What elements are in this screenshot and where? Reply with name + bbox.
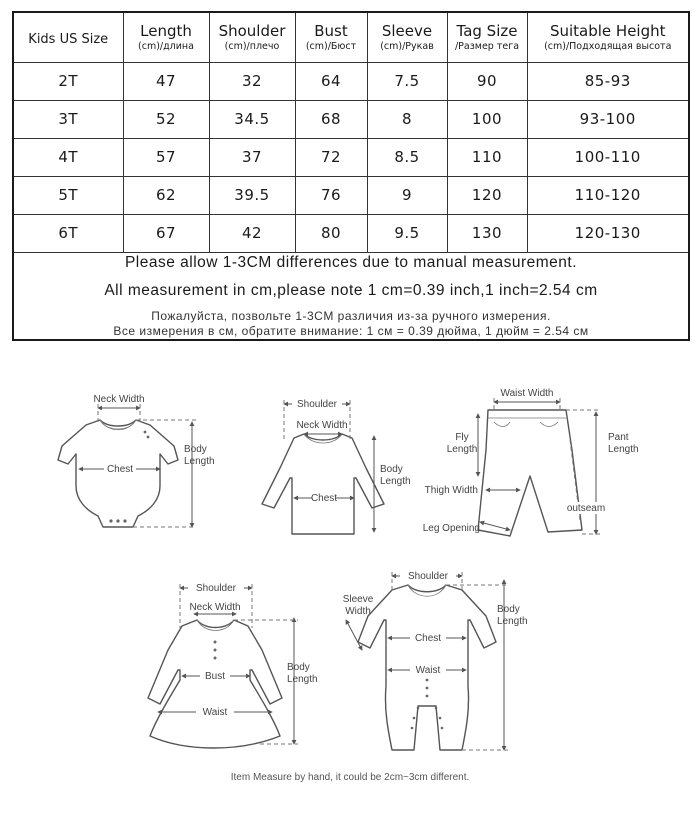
header-suitable-height: Suitable Height (cm)/Подходящая высота	[527, 12, 689, 62]
measurement-notes	[13, 252, 689, 340]
romper-body-length-label: Body	[497, 604, 520, 615]
cell-length: 47	[123, 62, 209, 100]
table-row	[13, 214, 689, 252]
note-en-line-1: Please allow 1-3CM differences due to manual measurement.	[124, 253, 578, 271]
cell-suitable-height: 120-130	[527, 214, 689, 252]
cell-shoulder: 39.5	[209, 176, 295, 214]
tshirt-diagram	[262, 398, 411, 534]
romper-sleeve-label: Sleeve	[342, 594, 374, 605]
cell-length: 52	[123, 100, 209, 138]
diagram-canvas	[0, 380, 700, 800]
dress-neck-label: Neck Width	[189, 602, 241, 613]
pants-fly-label-2: Length	[446, 444, 478, 455]
pants-pant-length-label: Pant	[608, 432, 629, 443]
cell-sleeve: 8	[367, 100, 447, 138]
header-sleeve: Sleeve (cm)/Рукав	[367, 12, 447, 62]
note-en-line-2: All measurement in cm,please note 1 cm=0.39 inch,1 inch=2.54 cm	[104, 281, 598, 299]
header-row	[13, 12, 689, 62]
dress-shoulder-label: Shoulder	[195, 583, 237, 594]
cell-suitable-height: 100-110	[527, 138, 689, 176]
cell-sleeve: 8.5	[367, 138, 447, 176]
cell-tag-size: 130	[447, 214, 527, 252]
cell-shoulder: 32	[209, 62, 295, 100]
dress-bust-label: Bust	[204, 671, 226, 682]
pants-waist-label: Waist Width	[500, 388, 554, 399]
cell-bust: 72	[295, 138, 367, 176]
cell-suitable-height: 93-100	[527, 100, 689, 138]
dress-body-length-label: Body	[287, 662, 310, 673]
pants-outline	[478, 410, 582, 536]
pants-leg-opening-label: Leg Opening	[422, 523, 480, 534]
table-row	[13, 62, 689, 100]
table-row	[13, 100, 689, 138]
bodysuit-neck-label: Neck Width	[93, 394, 145, 405]
cell-shoulder: 42	[209, 214, 295, 252]
cell-bust: 68	[295, 100, 367, 138]
header-tag-size: Tag Size /Размер тега	[447, 12, 527, 62]
romper-sleeve-label-2: Width	[345, 606, 371, 617]
cell-size: 5T	[13, 176, 123, 214]
cell-bust: 76	[295, 176, 367, 214]
romper-body-length-label-2: Length	[497, 616, 528, 627]
cell-length: 67	[123, 214, 209, 252]
note-ru-line-1: Пожалуйста, позвольте 1-3CM различия из-за ручного измерения.	[151, 308, 551, 323]
cell-size: 4T	[13, 138, 123, 176]
cell-sleeve: 9.5	[367, 214, 447, 252]
romper-diagram	[343, 570, 528, 750]
cell-tag-size: 90	[447, 62, 527, 100]
size-chart-table	[12, 11, 690, 341]
pants-pant-length-label-2: Length	[608, 444, 639, 455]
pants-diagram	[423, 388, 639, 536]
dress-body-length-label-2: Length	[287, 674, 318, 685]
dress-diagram	[148, 582, 318, 748]
cell-suitable-height: 85-93	[527, 62, 689, 100]
header-shoulder: Shoulder (cm)/плечо	[209, 12, 295, 62]
notes-row	[13, 252, 689, 340]
header-length: Length (cm)/длина	[123, 12, 209, 62]
cell-size: 3T	[13, 100, 123, 138]
cell-tag-size: 110	[447, 138, 527, 176]
note-ru-line-2: Все измерения в см, обратите внимание: 1 см = 0.39 дюйма, 1 дюйм = 2.54 см	[113, 323, 589, 338]
cell-length: 57	[123, 138, 209, 176]
cell-suitable-height: 110-120	[527, 176, 689, 214]
tshirt-body-length-label-2: Length	[380, 476, 411, 487]
cell-length: 62	[123, 176, 209, 214]
bodysuit-body-length-label: Body	[184, 444, 207, 455]
cell-shoulder: 37	[209, 138, 295, 176]
dress-outline	[148, 620, 282, 748]
pants-outseam-label: outseam	[566, 503, 606, 514]
romper-waist-label: Waist	[415, 665, 441, 676]
cell-size: 2T	[13, 62, 123, 100]
tshirt-chest-label: Chest	[310, 493, 338, 504]
table-row	[13, 138, 689, 176]
cell-tag-size: 100	[447, 100, 527, 138]
tshirt-shoulder-label: Shoulder	[296, 399, 338, 410]
bodysuit-diagram	[58, 394, 215, 527]
cell-tag-size: 120	[447, 176, 527, 214]
cell-shoulder: 34.5	[209, 100, 295, 138]
pants-fly-label: Fly	[455, 432, 469, 443]
bodysuit-chest-label: Chest	[106, 464, 134, 475]
cell-bust: 80	[295, 214, 367, 252]
cell-sleeve: 9	[367, 176, 447, 214]
cell-size: 6T	[13, 214, 123, 252]
cell-bust: 64	[295, 62, 367, 100]
tshirt-neck-label: Neck Width	[296, 420, 348, 431]
tshirt-body-length-label: Body	[380, 464, 403, 475]
footer-note: Item Measure by hand, it could be 2cm~3cm different.	[230, 772, 470, 783]
cell-sleeve: 7.5	[367, 62, 447, 100]
pants-thigh-label: Thigh Width	[424, 485, 478, 496]
header-size: Kids US Size	[13, 12, 123, 62]
bodysuit-body-length-label-2: Length	[184, 456, 215, 467]
romper-shoulder-label: Shoulder	[407, 571, 449, 582]
table-row	[13, 176, 689, 214]
romper-chest-label: Chest	[414, 633, 442, 644]
tshirt-outline	[262, 434, 384, 534]
dress-waist-label: Waist	[202, 707, 228, 718]
header-bust: Bust (cm)/Бюст	[295, 12, 367, 62]
measurement-diagrams	[0, 380, 700, 800]
